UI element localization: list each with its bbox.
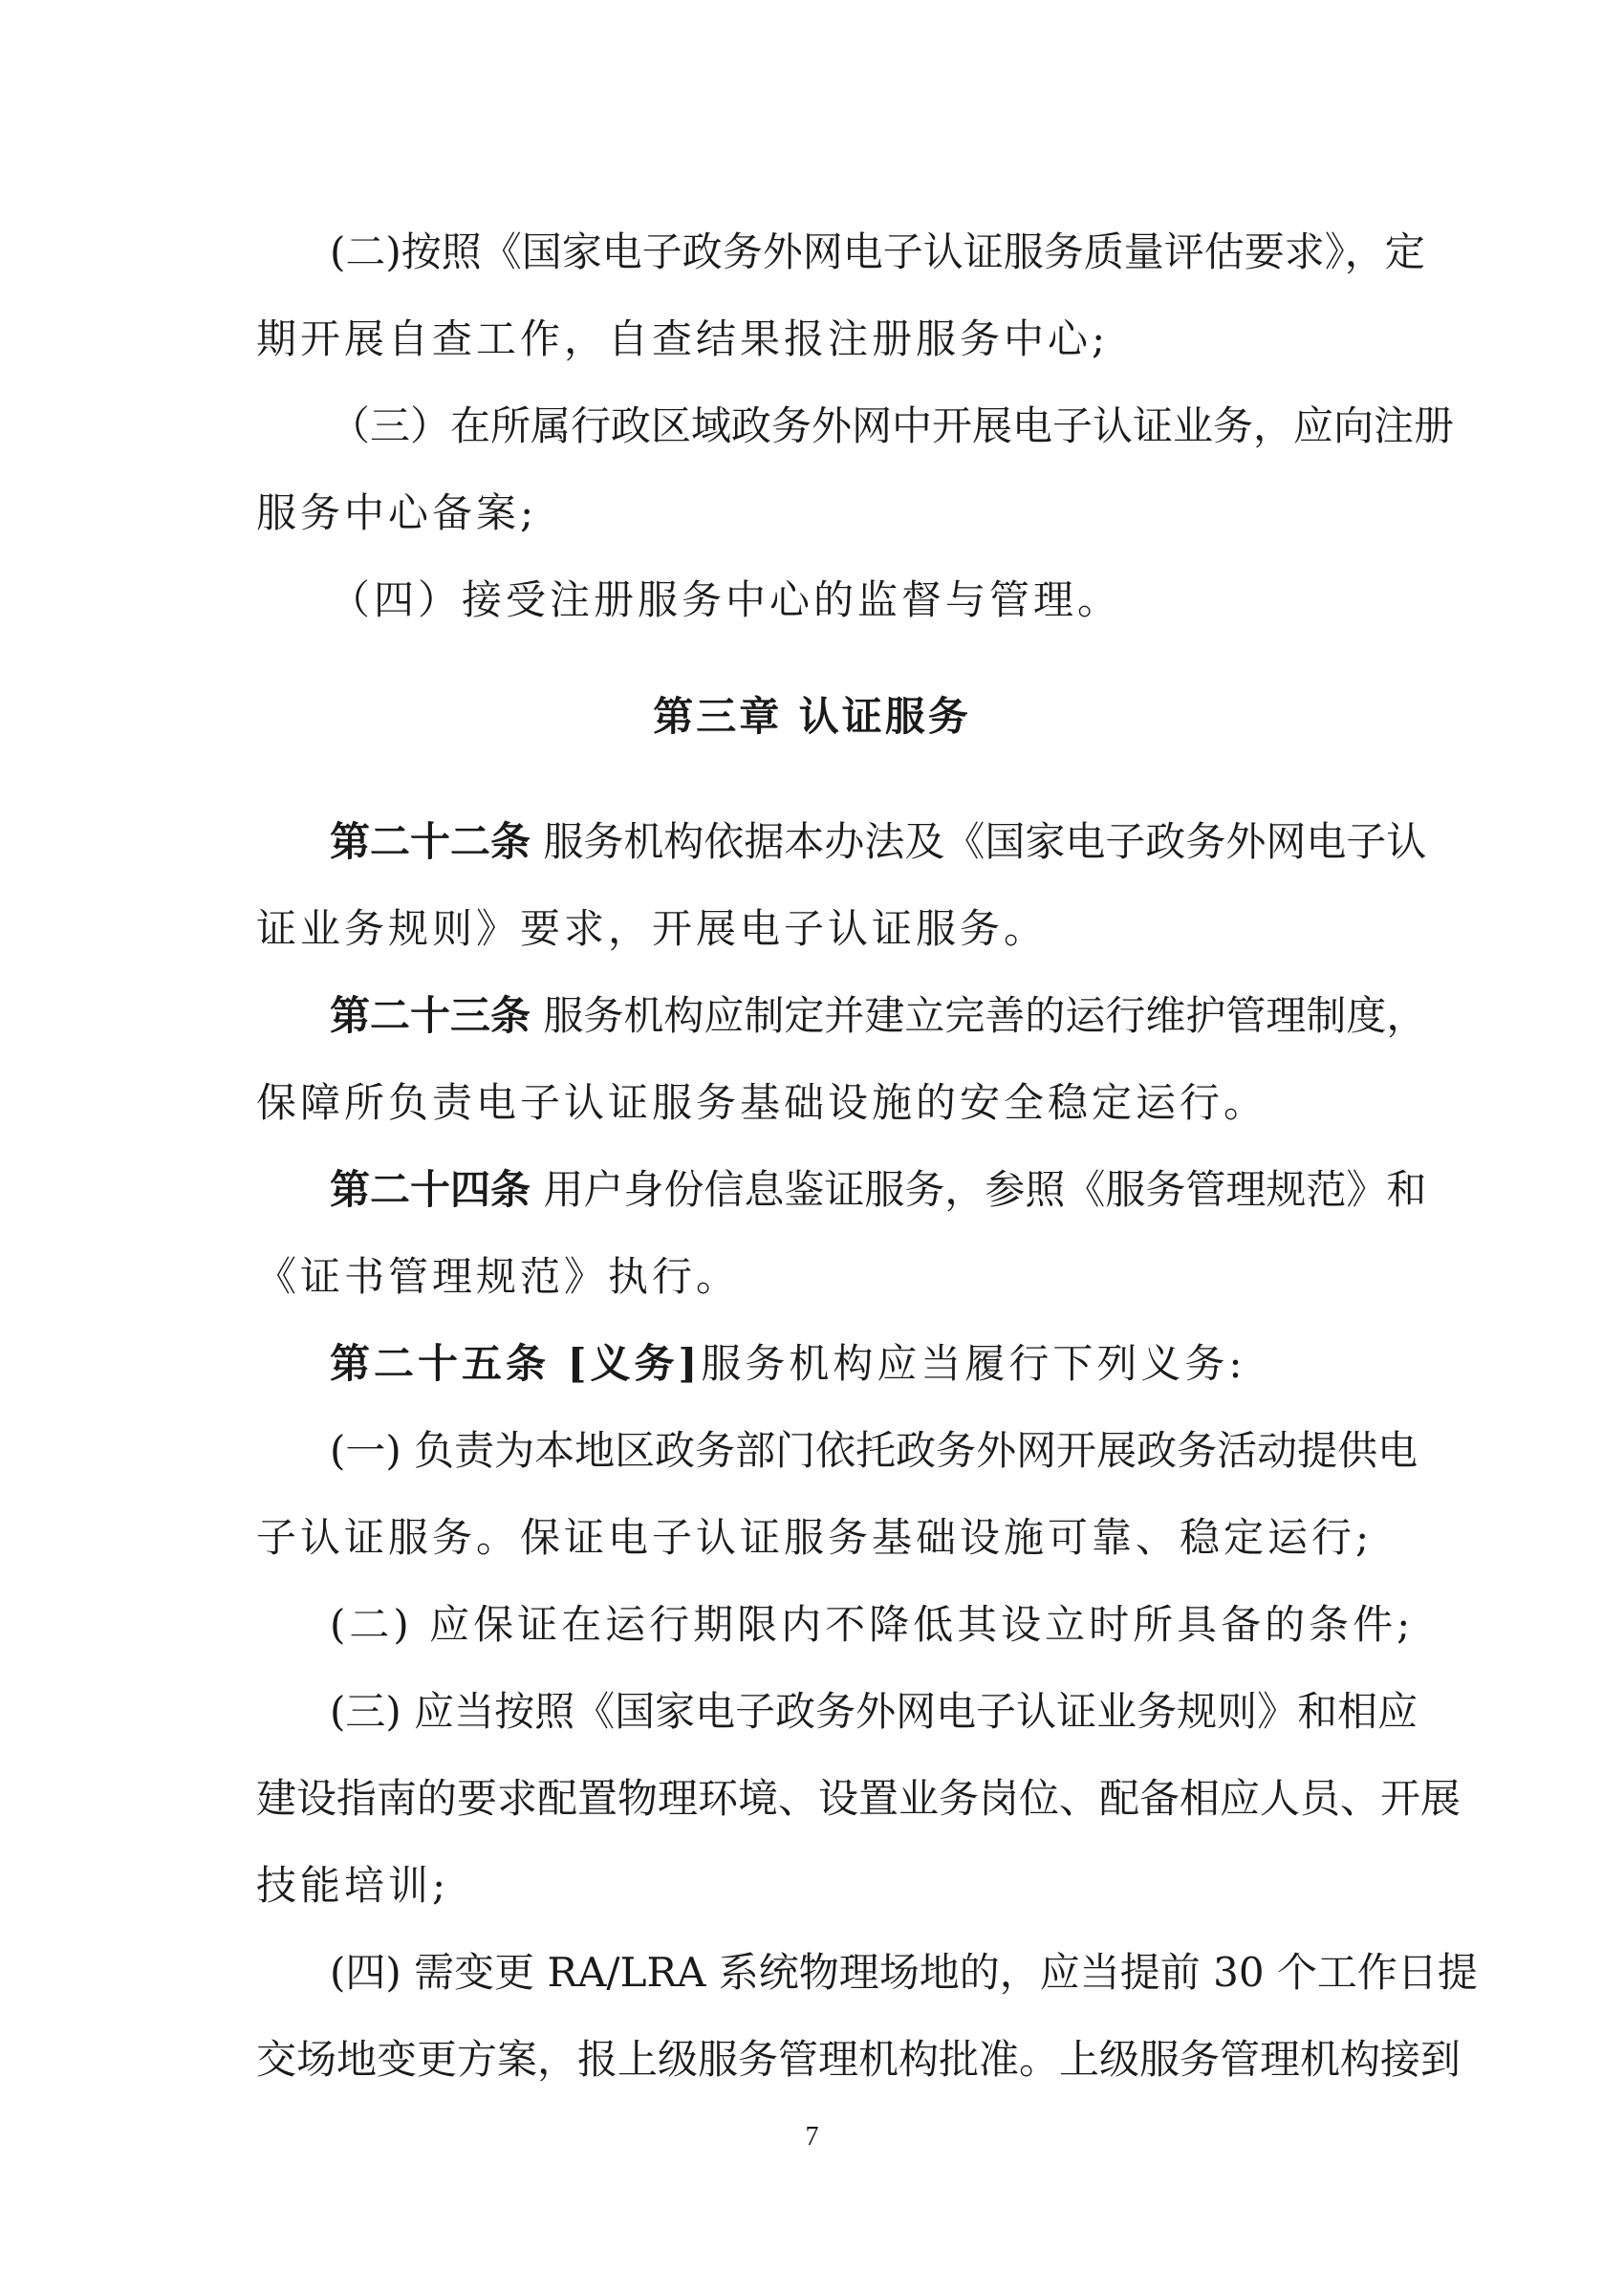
- article-label: 第二十二条: [330, 818, 531, 865]
- article-label: 第二十四条: [330, 1166, 531, 1213]
- article-label: 第二十五条 [义务]: [330, 1340, 702, 1387]
- article-line: [330, 1337, 1246, 1391]
- list-item-line: 建设指南的要求配置物理环境、设置业务岗位、配备相应人员、开展: [256, 1775, 1462, 1822]
- article-label: 第二十三条: [330, 992, 531, 1039]
- article-line: [330, 1163, 1427, 1217]
- paragraph-line: （三）在所属行政区域政务外网中开展电子认证业务，应向注册: [330, 402, 1455, 449]
- article-line: [330, 815, 1427, 869]
- list-item-line: 子认证服务。保证电子认证服务基础设施可靠、稳定运行;: [256, 1514, 1374, 1561]
- list-item-line: 技能培训;: [256, 1862, 450, 1909]
- list-item-line: (二) 应保证在运行期限内不降低其设立时所具备的条件;: [330, 1601, 1415, 1648]
- article-line: [330, 989, 1427, 1043]
- paragraph-line: (二)按照《国家电子政务外网电子认证服务质量评估要求》，定: [330, 228, 1425, 275]
- paragraph-line: （四）接受注册服务中心的监督与管理。: [330, 576, 1122, 623]
- article-line: 保障所负责电子认证服务基础设施的安全稳定运行。: [256, 1079, 1268, 1126]
- list-item-line: 交场地变更方案，报上级服务管理机构批准。上级服务管理机构接到: [256, 2036, 1462, 2083]
- article-line: 证业务规则》要求，开展电子认证服务。: [256, 905, 1049, 952]
- list-item-line: (三) 应当按照《国家电子政务外网电子认证业务规则》和相应: [330, 1688, 1418, 1735]
- chapter-heading: 第三章 认证服务: [653, 693, 971, 740]
- paragraph-line: 服务中心备案;: [256, 489, 538, 536]
- list-item-line: (四) 需变更 RA/LRA 系统物理场地的，应当提前 30 个工作日提: [330, 1949, 1478, 1996]
- article-text: 服务机构应当履行下列义务:: [701, 1340, 1246, 1387]
- list-item-line: (一) 负责为本地区政务部门依托政务外网开展政务活动提供电: [330, 1427, 1418, 1474]
- article-line: 《证书管理规范》执行。: [256, 1253, 741, 1300]
- article-text: 服务机构依据本办法及《国家电子政务外网电子认: [531, 818, 1427, 865]
- page-number: 7: [805, 2122, 819, 2152]
- article-text: 用户身份信息鉴证服务，参照《服务管理规范》和: [531, 1166, 1427, 1213]
- article-text: 服务机构应制定并建立完善的运行维护管理制度，: [531, 992, 1427, 1039]
- paragraph-line: 期开展自查工作，自查结果报注册服务中心;: [256, 315, 1110, 362]
